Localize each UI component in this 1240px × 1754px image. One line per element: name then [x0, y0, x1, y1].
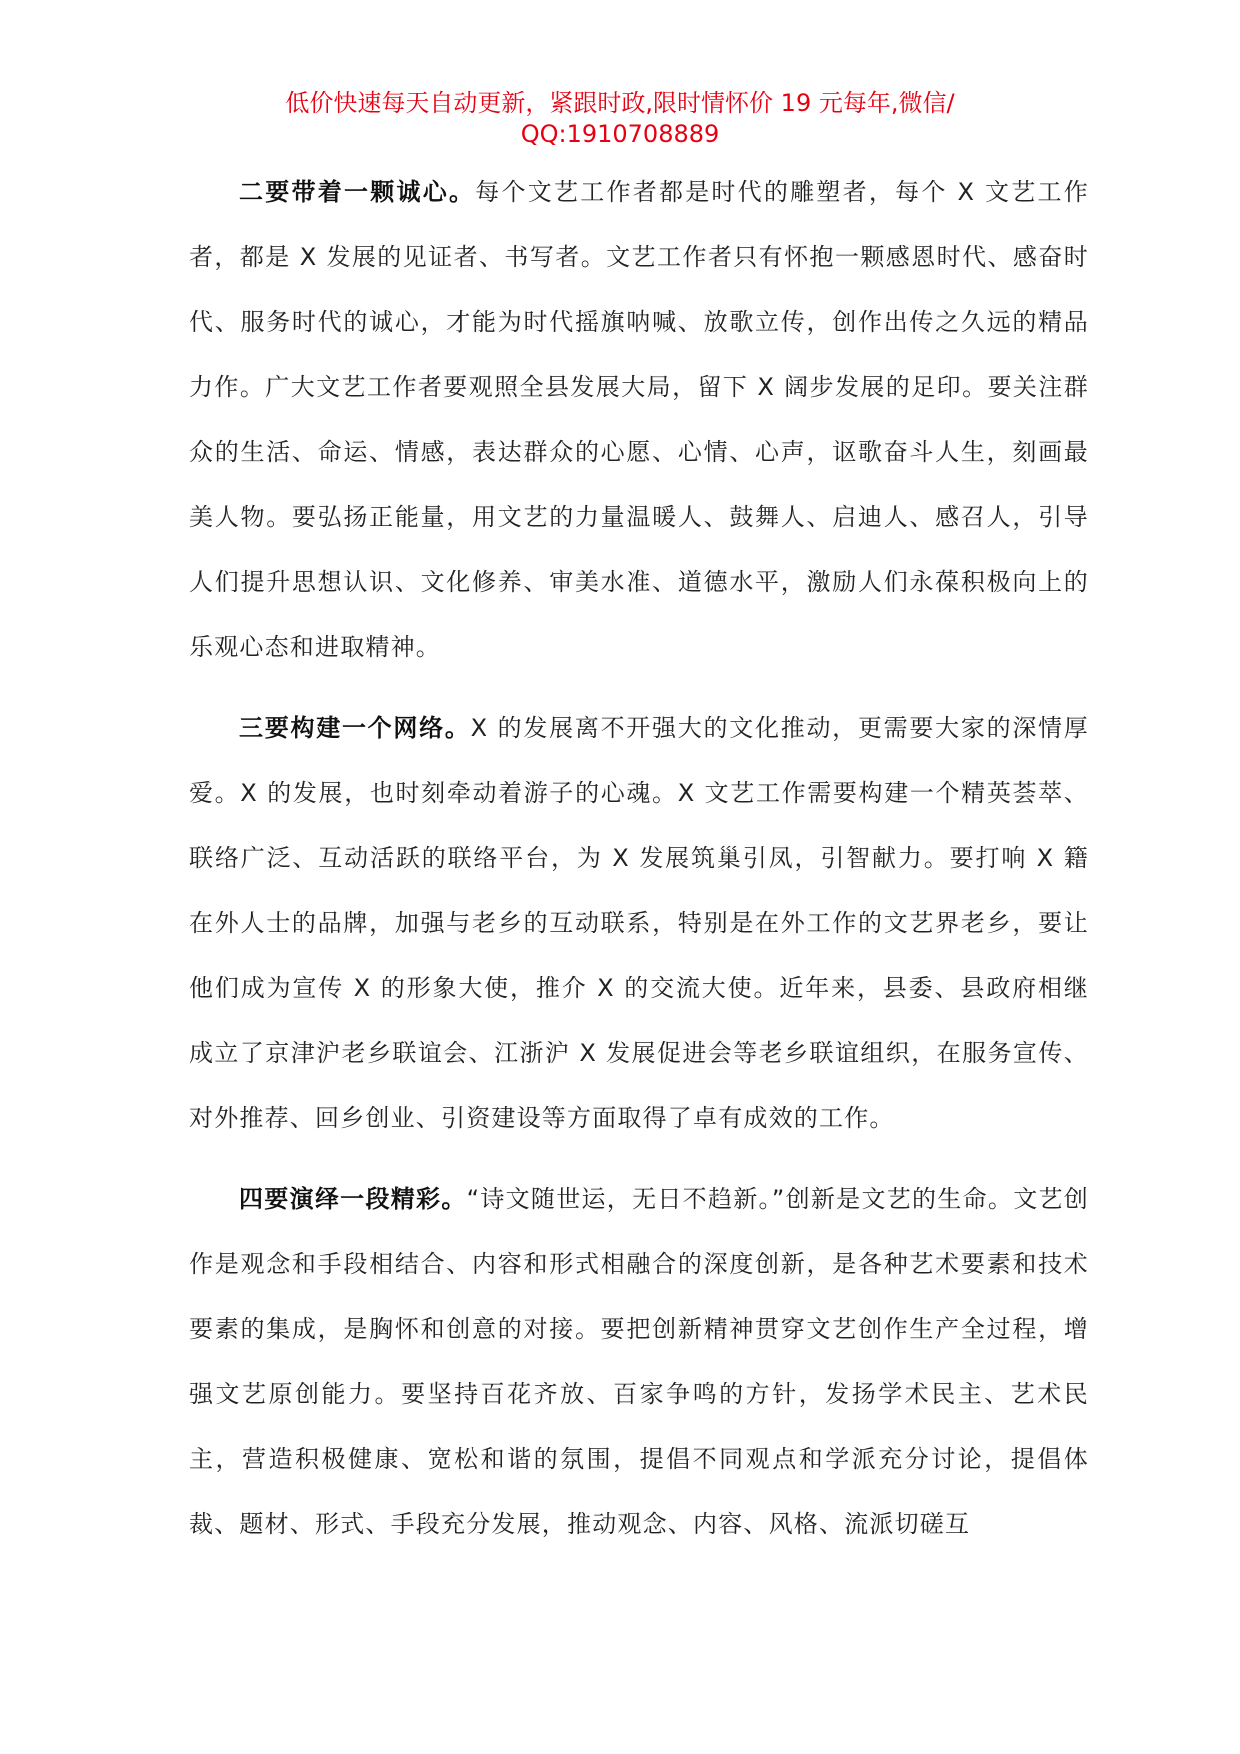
- paragraph-text: “诗文随世运，无日不趋新。”创新是文艺的生命。文艺创作是观念和手段相结合、内容和形式相融合的深度创新，是各种艺术要素和技术要素的集成，是胸怀和创意的对接。要把创新精神贯穿文艺创作生产全过程，增强文艺原创能力。要坚持百花齐放、百家争鸣的方针，发扬学术民主、艺术民主，营造积极健康、宽松和谐的氛围，提倡不同观点和学派充分讨论，提倡体裁、题材、形式、手段充分发展，推动观念、内容、风格、流派切磋互: [189, 1185, 1089, 1538]
- paragraph-4: [189, 1167, 1089, 1557]
- promo-header-line-1: 低价快速每天自动更新，紧跟时政,限时情怀价 19 元每年,微信/: [285, 89, 955, 117]
- paragraph-heading: 二要带着一颗诚心。: [239, 178, 476, 206]
- paragraph-heading: 四要演绎一段精彩。: [239, 1185, 467, 1213]
- promo-header-line-2: QQ:1910708889: [520, 120, 720, 148]
- paragraph-3: [189, 696, 1089, 1151]
- document-body: [189, 160, 1089, 1573]
- paragraph-text: 每个文艺工作者都是时代的雕塑者，每个 X 文艺工作者，都是 X 发展的见证者、书写者。文艺工作者只有怀抱一颗感恩时代、感奋时代、服务时代的诚心，才能为时代摇旗呐喊、放歌立传，创作出传之久远的精品力作。广大文艺工作者要观照全县发展大局，留下 X 阔步发展的足印。要关注群众的生活、命运、情感，表达群众的心愿、心情、心声，讴歌奋斗人生，刻画最美人物。要弘扬正能量，用文艺的力量温暖人、鼓舞人、启迪人、感召人，引导人们提升思想认识、文化修养、审美水准、道德水平，激励人们永葆积极向上的乐观心态和进取精神。: [189, 178, 1089, 661]
- paragraph-2: [189, 160, 1089, 680]
- promo-header: [0, 88, 1240, 150]
- paragraph-text: X 的发展离不开强大的文化推动，更需要大家的深情厚爱。X 的发展，也时刻牵动着游子的心魂。X 文艺工作需要构建一个精英荟萃、联络广泛、互动活跃的联络平台，为 X 发展筑巢引凤，引智献力。要打响 X 籍在外人士的品牌，加强与老乡的互动联系，特别是在外工作的文艺界老乡，要让他们成为宣传 X 的形象大使，推介 X 的交流大使。近年来，县委、县政府相继成立了京津沪老乡联谊会、江浙沪 X 发展促进会等老乡联谊组织，在服务宣传、对外推荐、回乡创业、引资建设等方面取得了卓有成效的工作。: [189, 714, 1089, 1132]
- paragraph-heading: 三要构建一个网络。: [239, 714, 471, 742]
